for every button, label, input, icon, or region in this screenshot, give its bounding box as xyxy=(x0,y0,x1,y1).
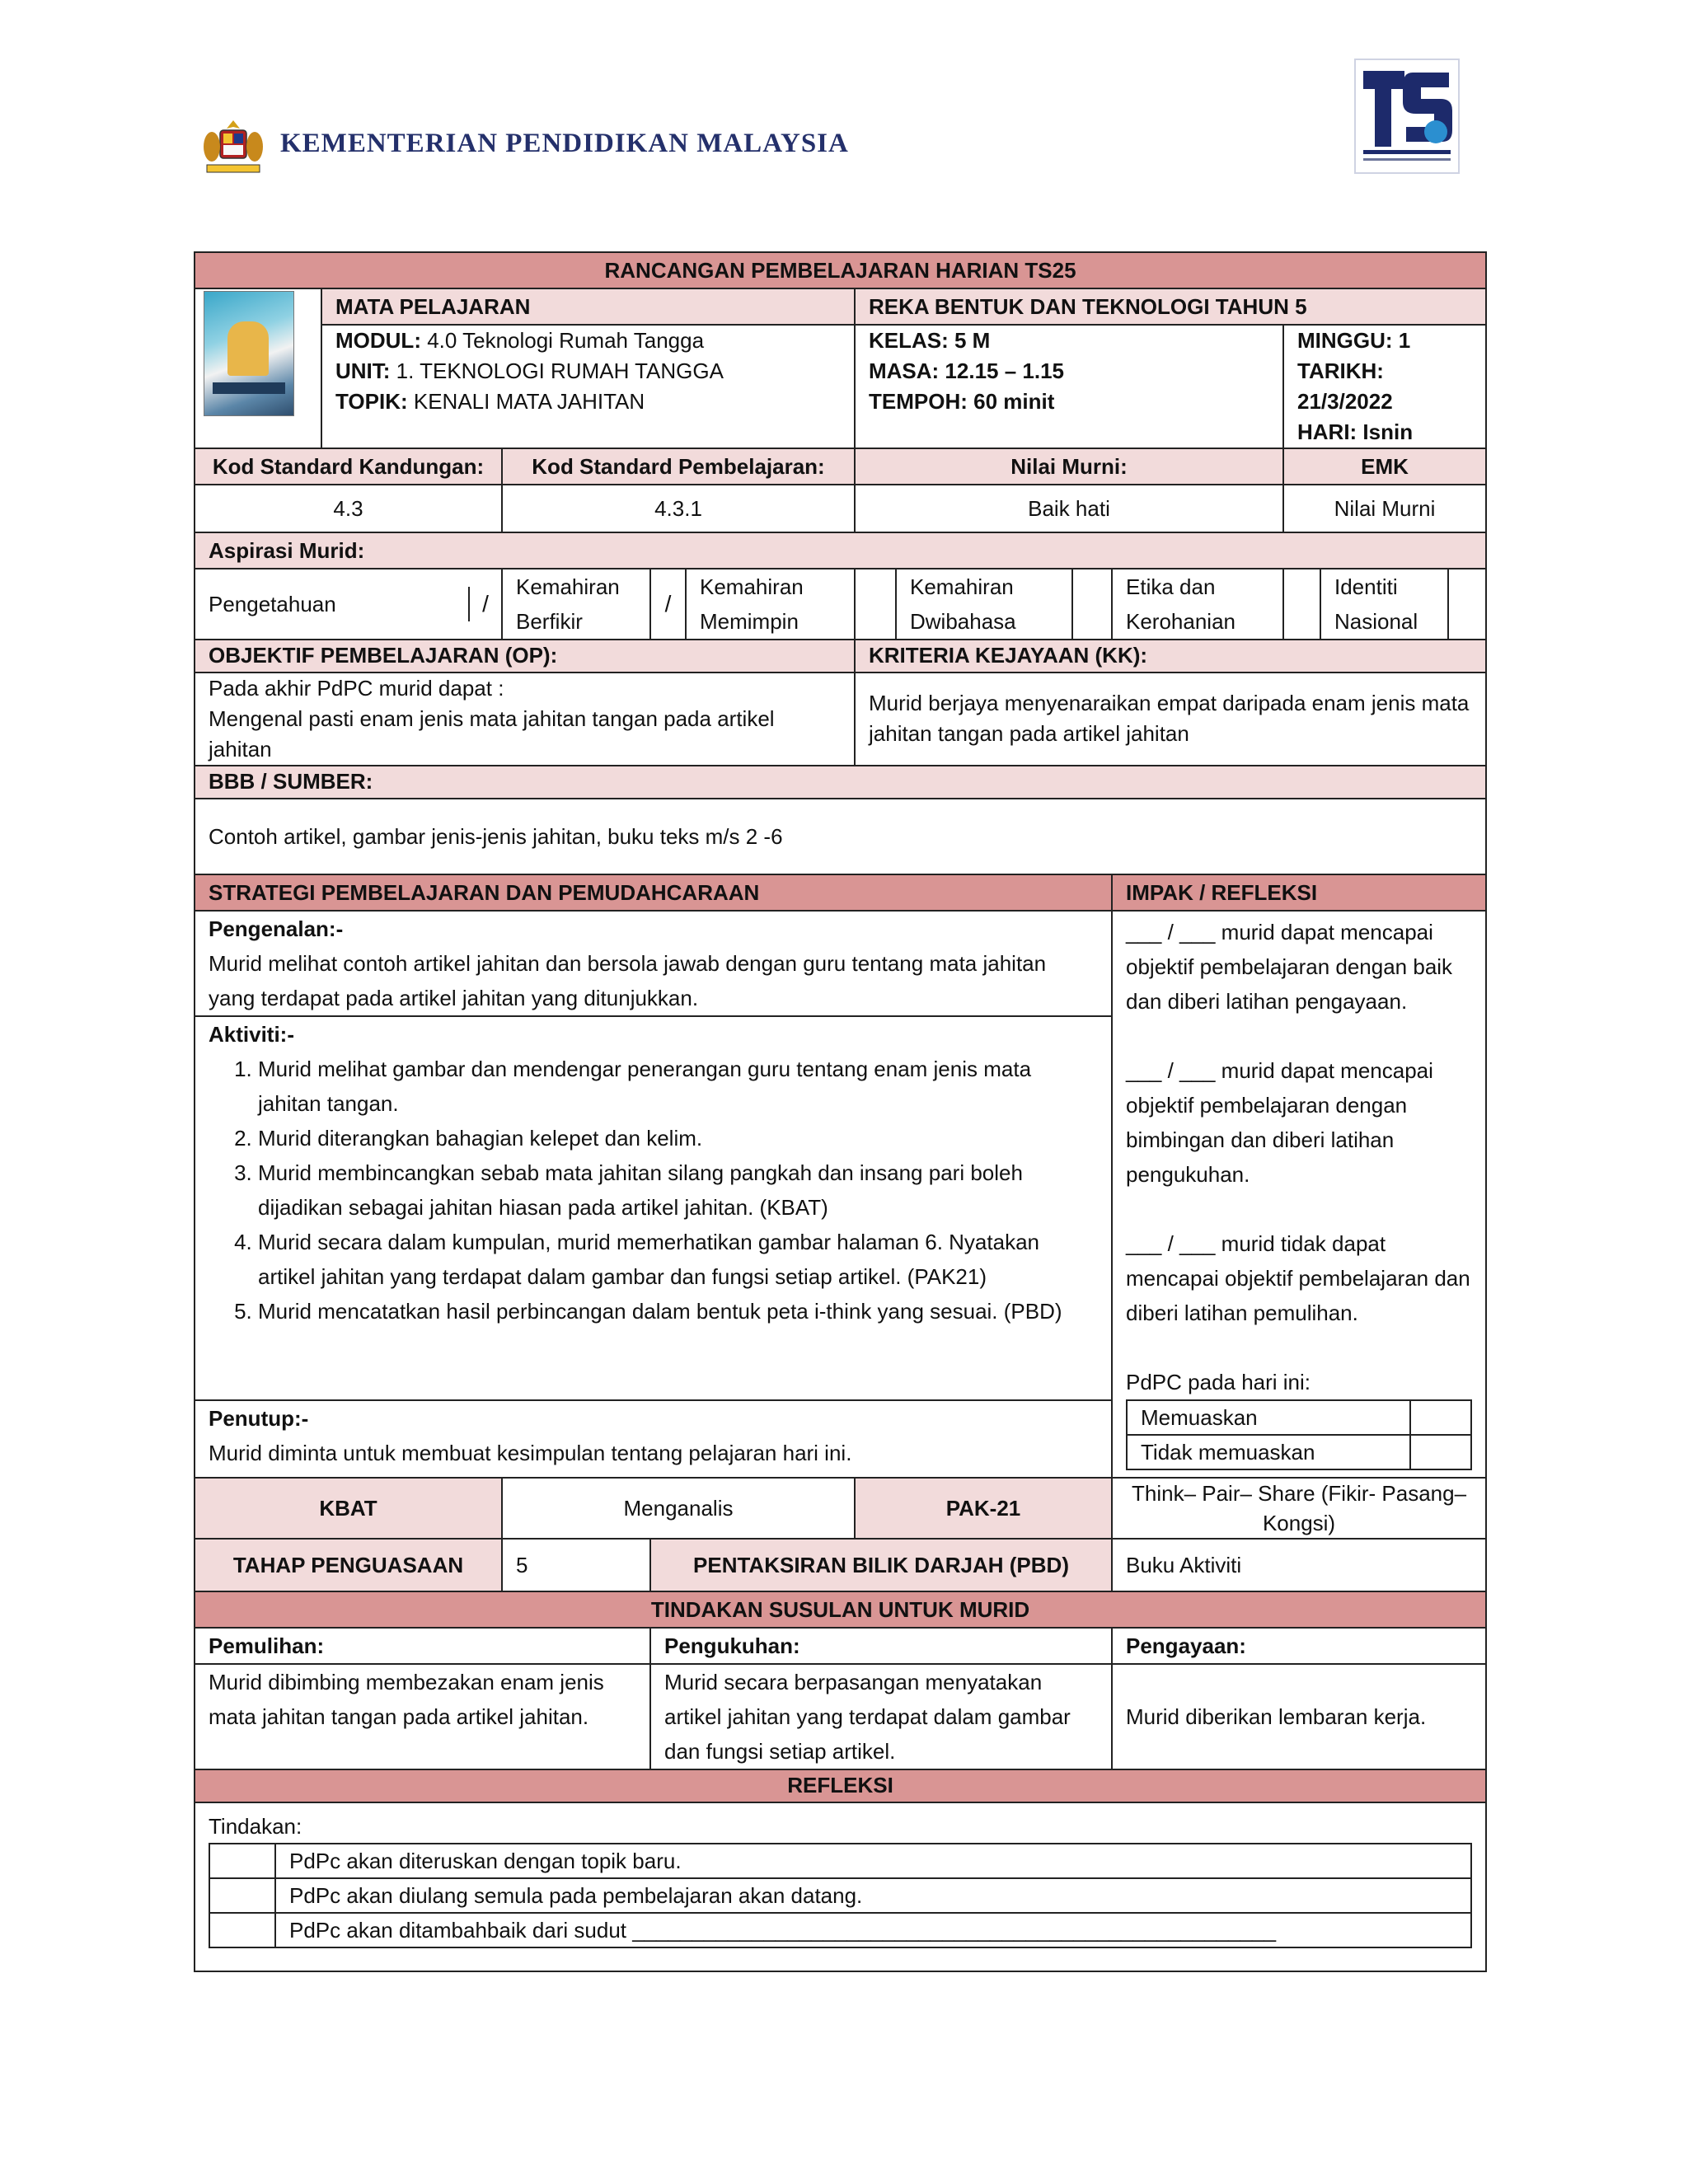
aspirasi-memimpin-mark[interactable] xyxy=(855,569,896,640)
aktiviti-list xyxy=(209,1052,1098,1329)
aktiviti-item: 2. Murid diterangkan bahagian kelepet dan kelim. xyxy=(258,1121,1098,1155)
penutup-label: Penutup:- xyxy=(209,1406,309,1431)
pbd-value: Buku Aktiviti xyxy=(1112,1539,1486,1591)
minggu-text: MINGGU: 1 xyxy=(1297,328,1411,353)
aspirasi-memimpin-line2: Memimpin xyxy=(700,609,799,634)
pengenalan-text: Murid melihat contoh artikel jahitan dan bersola jawab dengan guru tentang mata jahitan yang terdapat pada artikel jahitan yang ditunjukkan. xyxy=(209,951,1047,1010)
bbm-text: Contoh artikel, gambar jenis-jenis jahitan, buku teks m/s 2 -6 xyxy=(195,799,1486,874)
kod-pembelajaran-label: Kod Standard Pembelajaran: xyxy=(502,448,855,485)
impak-baik: ___ / ___ murid dapat mencapai objektif pembelajaran dengan baik dan diberi latihan pengayaan. xyxy=(1126,920,1453,1014)
book-cover-cell xyxy=(195,288,321,448)
kod-kandungan-label: Kod Standard Kandungan: xyxy=(195,448,502,485)
pdpc-checkbox-memuaskan[interactable] xyxy=(1410,1400,1471,1435)
tempoh-text: TEMPOH: 60 minit xyxy=(869,389,1055,414)
pak21-value: Think– Pair– Share (Fikir- Pasang–Kongsi) xyxy=(1112,1478,1486,1539)
kod-kandungan-value: 4.3 xyxy=(195,485,502,532)
pengayaan-text: Murid diberikan lembaran kerja. xyxy=(1112,1664,1486,1769)
tarikh-text: TARIKH: 21/3/2022 xyxy=(1297,359,1393,414)
nilai-murni-value: Baik hati xyxy=(855,485,1283,532)
pdpc-options-table xyxy=(1126,1399,1472,1470)
subject-value: REKA BENTUK DAN TEKNOLOGI TAHUN 5 xyxy=(855,288,1486,325)
objektif-intro: Pada akhir PdPC murid dapat : xyxy=(209,676,504,701)
aspirasi-pengetahuan-label: Pengetahuan xyxy=(209,592,336,616)
aktiviti-label: Aktiviti:- xyxy=(209,1022,294,1047)
aspirasi-nasional-mark[interactable] xyxy=(1448,569,1485,639)
aspirasi-berfikir-line1: Kemahiran xyxy=(516,574,620,599)
refleksi-checkbox-2[interactable] xyxy=(209,1878,275,1913)
aspirasi-nasional-line1: Identiti xyxy=(1334,574,1398,599)
penutup-cell xyxy=(195,1400,1112,1478)
kod-pembelajaran-value: 4.3.1 xyxy=(502,485,855,532)
aktiviti-item: 3. Murid membincangkan sebab mata jahitan silang pangkah dan insang pari boleh dijadikan sebagai jahitan hiasan pada artikel jahitan. (KBAT) xyxy=(258,1155,1098,1225)
pengukuhan-text: Murid secara berpasangan menyatakan artikel jahitan yang terdapat dalam gambar dan fungsi setiap artikel. xyxy=(650,1664,1112,1769)
aspirasi-berfikir-mark[interactable]: / xyxy=(650,569,686,640)
refleksi-cell xyxy=(195,1802,1486,1971)
aspirasi-memimpin-line1: Kemahiran xyxy=(700,574,804,599)
kbat-value: Menganalis xyxy=(502,1478,855,1539)
tahap-label: TAHAP PENGUASAAN xyxy=(195,1539,502,1591)
pbd-label: PENTAKSIRAN BILIK DARJAH (PBD) xyxy=(650,1539,1112,1591)
refleksi-option-3: PdPc akan ditambahbaik dari sudut ______________________________________________________ xyxy=(275,1913,1471,1947)
refleksi-checkbox-1[interactable] xyxy=(209,1844,275,1878)
objektif-cell xyxy=(195,673,855,766)
kbat-label: KBAT xyxy=(195,1478,502,1539)
bbm-label: BBB / SUMBER: xyxy=(195,766,1486,799)
textbook-cover-image xyxy=(204,291,294,416)
tahap-value: 5 xyxy=(502,1539,650,1591)
impak-cell xyxy=(1112,911,1486,1478)
aktiviti-cell xyxy=(195,1016,1112,1400)
aspirasi-item-nasional xyxy=(1320,569,1486,640)
pdpc-checkbox-tidak-memuaskan[interactable] xyxy=(1410,1435,1471,1469)
tindakan-label: TINDAKAN SUSULAN UNTUK MURID xyxy=(195,1591,1486,1628)
pengukuhan-label: Pengukuhan: xyxy=(650,1628,1112,1664)
aspirasi-item-kerohanian xyxy=(1112,569,1283,640)
aspirasi-dwibahasa-mark[interactable] xyxy=(1072,569,1112,640)
lesson-plan-table xyxy=(194,251,1487,1972)
impak-label: IMPAK / REFLEKSI xyxy=(1112,874,1486,911)
aspirasi-item-berfikir xyxy=(502,569,650,640)
aspirasi-kerohanian-line2: Kerohanian xyxy=(1126,609,1236,634)
aktiviti-item: 4. Murid secara dalam kumpulan, murid memerhatikan gambar halaman 6. Nyatakan artikel jahitan yang terdapat dalam gambar dan fungsi setiap artikel. (PAK21) xyxy=(258,1225,1098,1294)
refleksi-option-1: PdPc akan diteruskan dengan topik baru. xyxy=(275,1844,1471,1878)
unit-label: UNIT: xyxy=(335,359,391,383)
pemulihan-text: Murid dibimbing membezakan enam jenis mata jahitan tangan pada artikel jahitan. xyxy=(195,1664,650,1769)
kelas-text: KELAS: 5 M xyxy=(869,328,991,353)
aspirasi-dwibahasa-line1: Kemahiran xyxy=(910,574,1014,599)
aspirasi-dwibahasa-line2: Dwibahasa xyxy=(910,609,1016,634)
pdpc-option-tidak-memuaskan: Tidak memuaskan xyxy=(1127,1435,1410,1469)
aspirasi-berfikir-line2: Berfikir xyxy=(516,609,583,634)
kriteria-text: Murid berjaya menyenaraikan empat daripada enam jenis mata jahitan tangan pada artikel jahitan xyxy=(855,673,1486,766)
refleksi-option-2: PdPc akan diulang semula pada pembelajaran akan datang. xyxy=(275,1878,1471,1913)
topik-value: KENALI MATA JAHITAN xyxy=(407,389,645,414)
aspirasi-nasional-line2: Nasional xyxy=(1334,609,1418,634)
aspirasi-kerohanian-line1: Etika dan xyxy=(1126,574,1216,599)
unit-value: 1. TEKNOLOGI RUMAH TANGGA xyxy=(390,359,724,383)
objektif-text: Mengenal pasti enam jenis mata jahitan tangan pada artikel jahitan xyxy=(209,706,775,762)
pdpc-option-memuaskan: Memuaskan xyxy=(1127,1400,1410,1435)
pemulihan-label: Pemulihan: xyxy=(195,1628,650,1664)
ministry-title: KEMENTERIAN PENDIDIKAN MALAYSIA xyxy=(280,129,849,158)
emk-label: EMK xyxy=(1283,448,1486,485)
ts25-logo-icon xyxy=(1352,56,1462,176)
kriteria-label: KRITERIA KEJAYAAN (KK): xyxy=(855,640,1486,673)
aspirasi-pengetahuan-mark[interactable]: / xyxy=(469,587,501,621)
aspirasi-kerohanian-mark[interactable] xyxy=(1283,569,1320,640)
aspirasi-item-memimpin xyxy=(686,569,855,640)
modul-value: 4.0 Teknologi Rumah Tangga xyxy=(420,328,705,353)
hari-text: HARI: Isnin xyxy=(1297,419,1414,444)
emk-value: Nilai Murni xyxy=(1283,485,1486,532)
nilai-murni-label: Nilai Murni: xyxy=(855,448,1283,485)
kelas-cell xyxy=(855,325,1283,448)
pengenalan-label: Pengenalan:- xyxy=(209,916,344,941)
aktiviti-item: 1. Murid melihat gambar dan mendengar penerangan guru tentang enam jenis mata jahitan tangan. xyxy=(258,1052,1098,1121)
refleksi-label: REFLEKSI xyxy=(195,1769,1486,1802)
aspirasi-label: Aspirasi Murid: xyxy=(195,532,1486,569)
malaysia-crest-icon xyxy=(200,115,266,178)
pdpc-label: PdPC pada hari ini: xyxy=(1126,1370,1311,1394)
masa-text: MASA: 12.15 – 1.15 xyxy=(869,359,1065,383)
impak-tidak: ___ / ___ murid tidak dapat mencapai objektif pembelajaran dan diberi latihan pemulihan. xyxy=(1126,1231,1470,1325)
pak21-label: PAK-21 xyxy=(855,1478,1112,1539)
topik-label: TOPIK: xyxy=(335,389,408,414)
tindakan-sub-label: Tindakan: xyxy=(209,1814,302,1839)
minggu-cell xyxy=(1283,325,1486,448)
penutup-text: Murid diminta untuk membuat kesimpulan tentang pelajaran hari ini. xyxy=(209,1441,852,1465)
refleksi-checkbox-3[interactable] xyxy=(209,1913,275,1947)
modul-label: MODUL: xyxy=(335,328,421,353)
aspirasi-item-dwibahasa xyxy=(896,569,1072,640)
aktiviti-item: 5. Murid mencatatkan hasil perbincangan dalam bentuk peta i-think yang sesuai. (PBD) xyxy=(258,1294,1098,1329)
impak-bimbingan: ___ / ___ murid dapat mencapai objektif pembelajaran dengan bimbingan dan diberi latihan pengukuhan. xyxy=(1126,1058,1433,1187)
plan-title: RANCANGAN PEMBELAJARAN HARIAN TS25 xyxy=(195,252,1486,288)
refleksi-options-table xyxy=(209,1843,1472,1948)
pengenalan-cell xyxy=(195,911,1112,1016)
aspirasi-item-pengetahuan xyxy=(195,569,502,640)
pengayaan-label: Pengayaan: xyxy=(1112,1628,1486,1664)
objektif-label: OBJEKTIF PEMBELAJARAN (OP): xyxy=(195,640,855,673)
modul-cell xyxy=(321,325,855,448)
strategi-label: STRATEGI PEMBELAJARAN DAN PEMUDAHCARAAN xyxy=(195,874,1112,911)
subject-label: MATA PELAJARAN xyxy=(321,288,855,325)
